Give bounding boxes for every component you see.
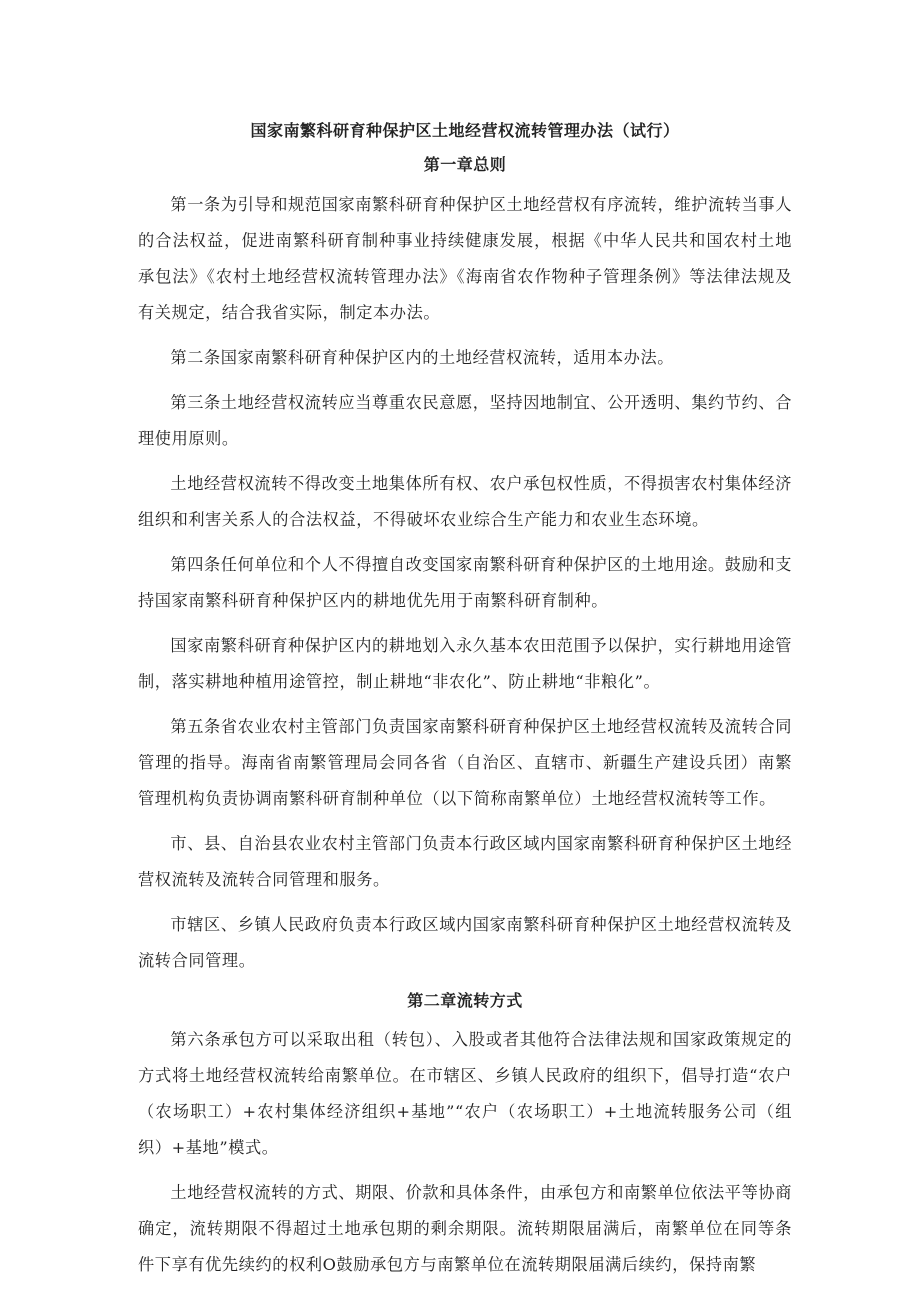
article-paragraph: 第三条土地经营权流转应当尊重农民意愿，坚持因地制宜、公开透明、集约节约、合理使用原则。 xyxy=(138,393,792,448)
article-paragraph: 第二条国家南繁科研育种保护区内的土地经营权流转，适用本办法。 xyxy=(170,348,675,367)
article-paragraph: 土地经营权流转的方式、期限、价款和具体条件，由承包方和南繁单位依法平等协商确定，流转期限不得超过土地承包期的剩余期限。流转期限届满后，南繁单位在同等条件下享有优先续约的权利O鼓励承包方与南繁单位在流转期限届满后续约，保持南繁 xyxy=(138,1183,792,1274)
article-paragraph: 第五条省农业农村主管部门负责国家南繁科研育种保护区土地经营权流转及流转合同管理的指导。海南省南繁管理局会同各省（自治区、直辖市、新疆生产建设兵团）南繁管理机构负责协调南繁科研育制种单位（以下简称南繁单位）土地经营权流转等工作。 xyxy=(138,717,792,808)
article-paragraph: 土地经营权流转不得改变土地集体所有权、农户承包权性质，不得损害农村集体经济组织和利害关系人的合法权益，不得破坏农业综合生产能力和农业生态环境。 xyxy=(138,474,792,529)
article-paragraph: 国家南繁科研育种保护区内的耕地划入永久基本农田范围予以保护，实行耕地用途管制，落实耕地种植用途管控，制止耕地“非农化”、防止耕地“非粮化”。 xyxy=(138,636,792,691)
article-paragraph: 市辖区、乡镇人民政府负责本行政区域内国家南繁科研育种保护区土地经营权流转及流转合同管理。 xyxy=(138,915,792,970)
chapter-heading-2: 第二章流转方式 xyxy=(407,991,523,1010)
article-paragraph: 第六条承包方可以采取出租（转包）、入股或者其他符合法律法规和国家政策规定的方式将土地经营权流转给南繁单位。在市辖区、乡镇人民政府的组织下，倡导打造“农户（农场职工）+农村集体经济组织+基地”“农户（农场职工）+土地流转服务公司（组织）+基地”模式。 xyxy=(138,1030,792,1157)
document-body xyxy=(138,118,792,1292)
article-paragraph: 市、县、自治县农业农村主管部门负责本行政区域内国家南繁科研育种保护区土地经营权流转及流转合同管理和服务。 xyxy=(138,834,792,889)
document-title: 国家南繁科研育种保护区土地经营权流转管理办法（试行） xyxy=(250,121,680,140)
article-paragraph: 第一条为引导和规范国家南繁科研育种保护区土地经营权有序流转，维护流转当事人的合法权益，促进南繁科研育制种事业持续健康发展，根据《中华人民共和国农村土地承包法》《农村土地经营权流转管理办法》《海南省农作物种子管理条例》等法律法规及有关规定，结合我省实际，制定本办法。 xyxy=(138,195,792,322)
chapter-heading-1: 第一章总则 xyxy=(423,155,507,174)
article-paragraph: 第四条任何单位和个人不得擅自改变国家南繁科研育种保护区的土地用途。鼓励和支持国家南繁科研育种保护区内的耕地优先用于南繁科研育制种。 xyxy=(138,555,792,610)
